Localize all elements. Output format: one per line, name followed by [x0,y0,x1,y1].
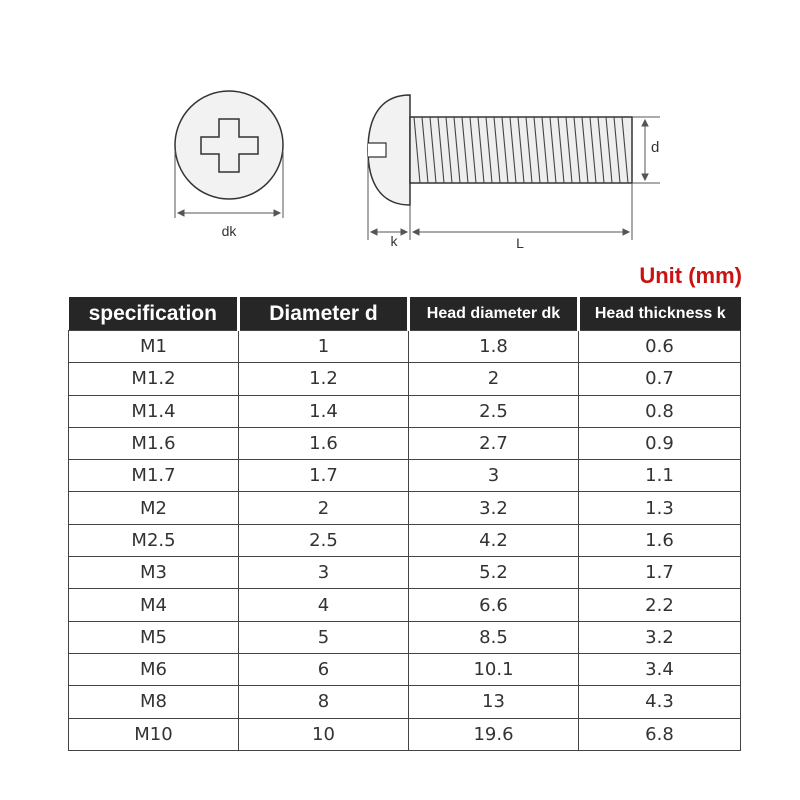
cell-specification: M1.7 [69,460,239,492]
cell-head-thickness-k: 3.2 [579,621,741,653]
d-label: d [651,139,660,156]
cell-specification: M3 [69,557,239,589]
table-row [69,427,741,459]
cell-specification: M5 [69,621,239,653]
header-specification: specification [69,297,239,331]
cell-head-diameter-dk: 8.5 [409,621,579,653]
L-label: L [516,235,524,251]
cell-diameter-d: 6 [239,653,409,685]
cell-diameter-d: 10 [239,718,409,750]
header-diameter-d: Diameter d [239,297,409,331]
cell-diameter-d: 1.2 [239,363,409,395]
table-row [69,331,741,363]
cell-specification: M1.6 [69,427,239,459]
cell-head-diameter-dk: 1.8 [409,331,579,363]
cell-head-thickness-k: 1.7 [579,557,741,589]
table-row [69,363,741,395]
cell-diameter-d: 1.6 [239,427,409,459]
cell-head-thickness-k: 0.8 [579,395,741,427]
table-row [69,524,741,556]
spec-table [68,297,741,751]
table-row [69,557,741,589]
header-head-thickness-k: Head thickness k [579,297,741,331]
cell-head-diameter-dk: 4.2 [409,524,579,556]
cell-specification: M8 [69,686,239,718]
table-row [69,653,741,685]
table-row [69,686,741,718]
table-row [69,492,741,524]
table-row [69,718,741,750]
cell-head-diameter-dk: 19.6 [409,718,579,750]
table-row [69,460,741,492]
screw-diagram [0,0,800,260]
k-label: k [390,233,398,249]
cell-diameter-d: 2 [239,492,409,524]
head-top-view [175,91,283,199]
screw-side-view [368,95,632,205]
cell-specification: M6 [69,653,239,685]
table-row [69,621,741,653]
cell-head-thickness-k: 2.2 [579,589,741,621]
cell-head-diameter-dk: 2.5 [409,395,579,427]
cell-head-thickness-k: 0.9 [579,427,741,459]
table-row [69,395,741,427]
cell-head-diameter-dk: 6.6 [409,589,579,621]
cell-diameter-d: 3 [239,557,409,589]
cell-head-diameter-dk: 3.2 [409,492,579,524]
table-row [69,589,741,621]
cell-head-diameter-dk: 2 [409,363,579,395]
cell-diameter-d: 1.4 [239,395,409,427]
cell-specification: M1 [69,331,239,363]
cell-head-diameter-dk: 3 [409,460,579,492]
cell-head-thickness-k: 1.1 [579,460,741,492]
table-header-row [69,297,741,331]
cell-specification: M1.2 [69,363,239,395]
cell-specification: M2.5 [69,524,239,556]
cell-head-thickness-k: 1.3 [579,492,741,524]
cell-specification: M1.4 [69,395,239,427]
cell-diameter-d: 2.5 [239,524,409,556]
header-head-diameter-dk: Head diameter dk [409,297,579,331]
unit-label: Unit (mm) [639,263,742,288]
cell-head-diameter-dk: 2.7 [409,427,579,459]
dk-label: dk [221,223,237,239]
cell-head-diameter-dk: 13 [409,686,579,718]
cell-specification: M2 [69,492,239,524]
cell-head-thickness-k: 0.7 [579,363,741,395]
cell-diameter-d: 4 [239,589,409,621]
cell-head-thickness-k: 4.3 [579,686,741,718]
cell-diameter-d: 1 [239,331,409,363]
cell-diameter-d: 8 [239,686,409,718]
cell-specification: M4 [69,589,239,621]
cell-head-thickness-k: 0.6 [579,331,741,363]
cell-diameter-d: 5 [239,621,409,653]
cell-diameter-d: 1.7 [239,460,409,492]
cell-head-diameter-dk: 5.2 [409,557,579,589]
cell-head-thickness-k: 3.4 [579,653,741,685]
cell-specification: M10 [69,718,239,750]
cell-head-thickness-k: 6.8 [579,718,741,750]
cell-head-thickness-k: 1.6 [579,524,741,556]
cell-head-diameter-dk: 10.1 [409,653,579,685]
